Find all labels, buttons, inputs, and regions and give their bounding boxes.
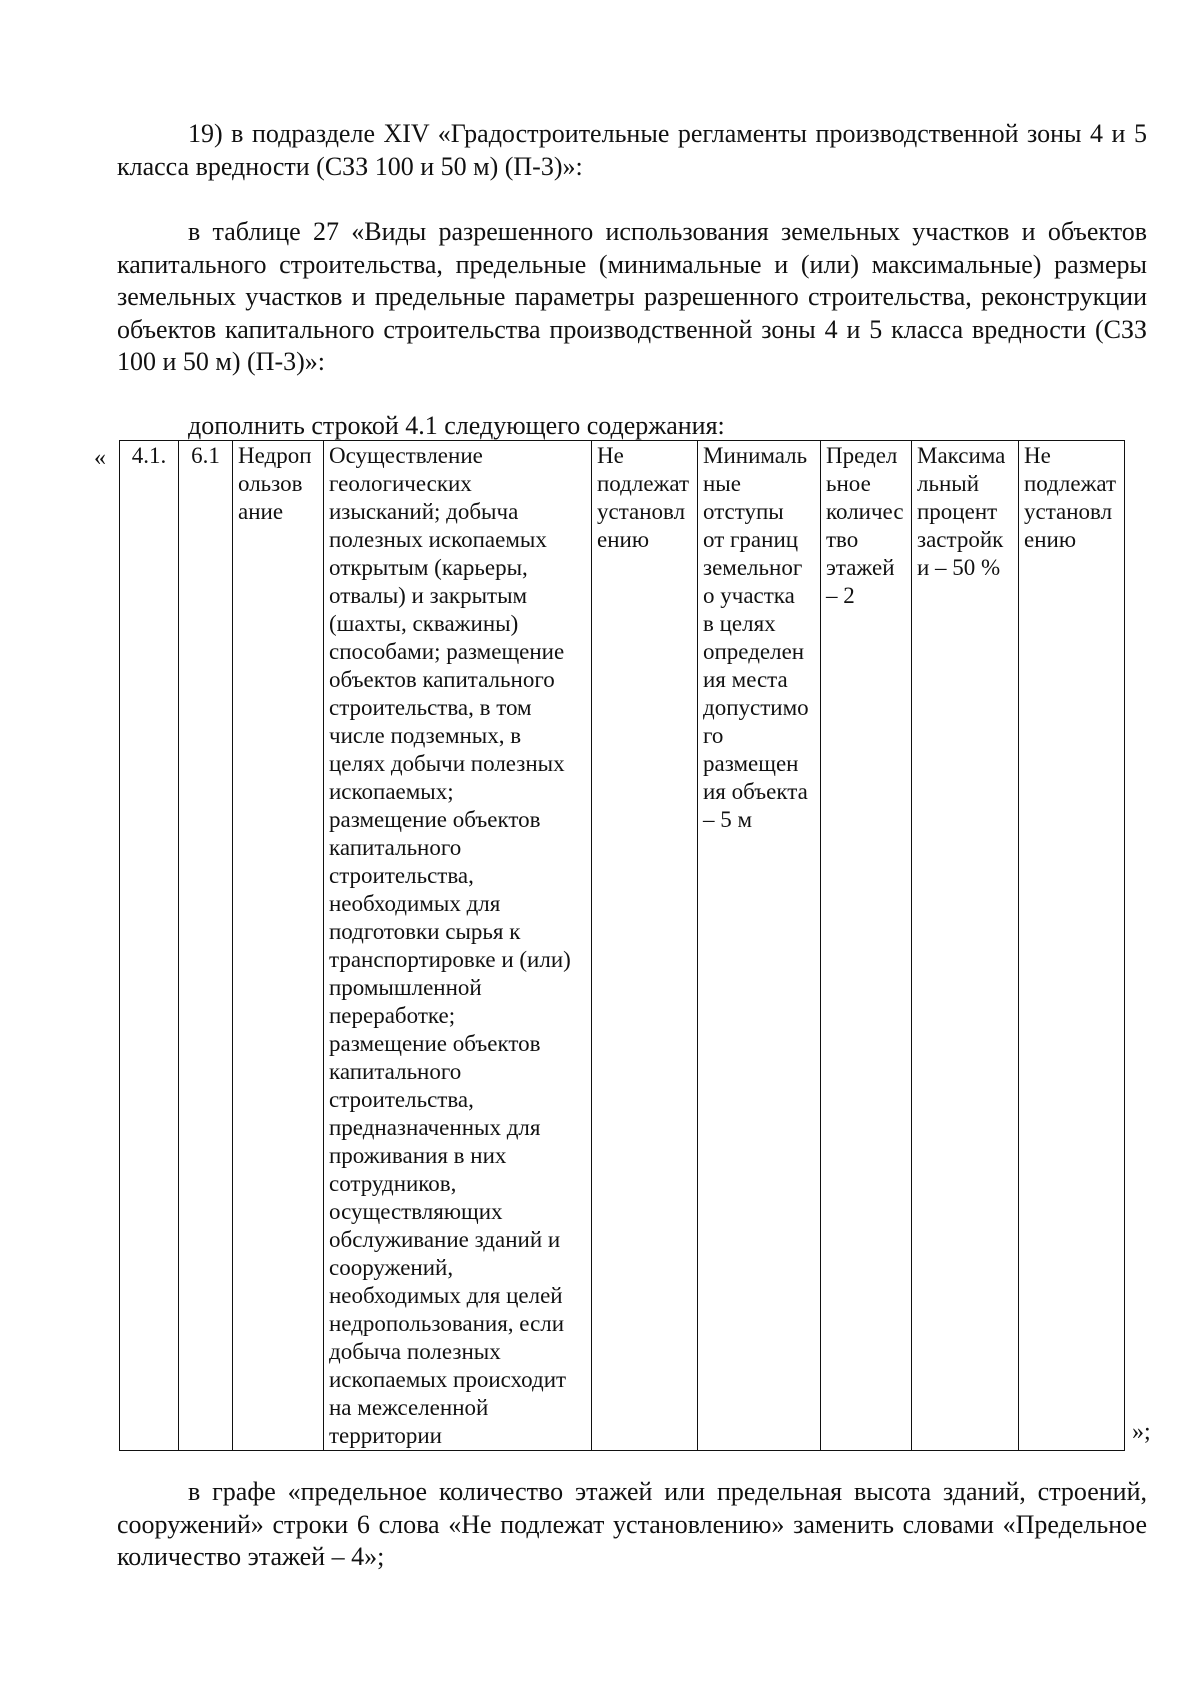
cell-use-name: Недроп ользов ание [233, 441, 324, 1451]
opening-quote-mark: « [94, 445, 106, 471]
add-row-paragraph: дополнить строкой 4.1 следующего содержания: [188, 411, 725, 440]
cell-build-percent: Максима льный процент застройк и – 50 % [912, 441, 1019, 1451]
closing-quote-mark: »; [1132, 1419, 1151, 1445]
cell-setbacks: Минималь ные отступы от границ земельног о участка в целях определен ия места допустимо го размещен ия объекта – 5 м [698, 441, 821, 1451]
table-reference-paragraph: в таблице 27 «Виды разрешенного использования земельных участков и объектов капитального строительства, предельные (минимальные и (или) максимальные) размеры земельных участков и предельные параметры разрешенного строительства, реконструкции объектов капитального строительства производственной зоны 4 и 5 класса вредности (СЗЗ 100 и 50 м) (П-3)»: [117, 217, 1147, 376]
cell-row-number: 4.1. [120, 441, 179, 1451]
cell-floors: Предел ьное количес тво этажей – 2 [821, 441, 912, 1451]
regulation-table [119, 440, 1125, 1451]
closing-paragraph: в графе «предельное количество этажей или предельная высота зданий, строений, сооружений» строки 6 слова «Не подлежат установлению» заменить словами «Предельное количество этажей – 4»; [117, 1477, 1147, 1571]
cell-use-description: Осуществление геологических изысканий; добыча полезных ископаемых открытым (карьеры, отвалы) и закрытым (шахты, скважины) способами; размещение объектов капитального строительства, в том числе подземных, в целях добычи полезных ископаемых; размещение объектов капитального строительства, необходимых для подготовки сырья к транспортировке и (или) промышленной переработке; размещение объектов капитального строительства, предназначенных для проживания в них сотрудников, осуществляющих обслуживание зданий и сооружений, необходимых для целей недропользования, если добыча полезных ископаемых происходит на межселенной территории [324, 441, 592, 1451]
cell-plot-size: Не подлежат установл ению [592, 441, 698, 1451]
cell-other-params: Не подлежат установл ению [1019, 441, 1125, 1451]
cell-code: 6.1 [179, 441, 233, 1451]
table-row [120, 441, 1125, 1451]
intro-paragraph: 19) в подразделе XIV «Градостроительные регламенты производственной зоны 4 и 5 класса вредности (СЗЗ 100 и 50 м) (П-3)»: [117, 119, 1147, 181]
